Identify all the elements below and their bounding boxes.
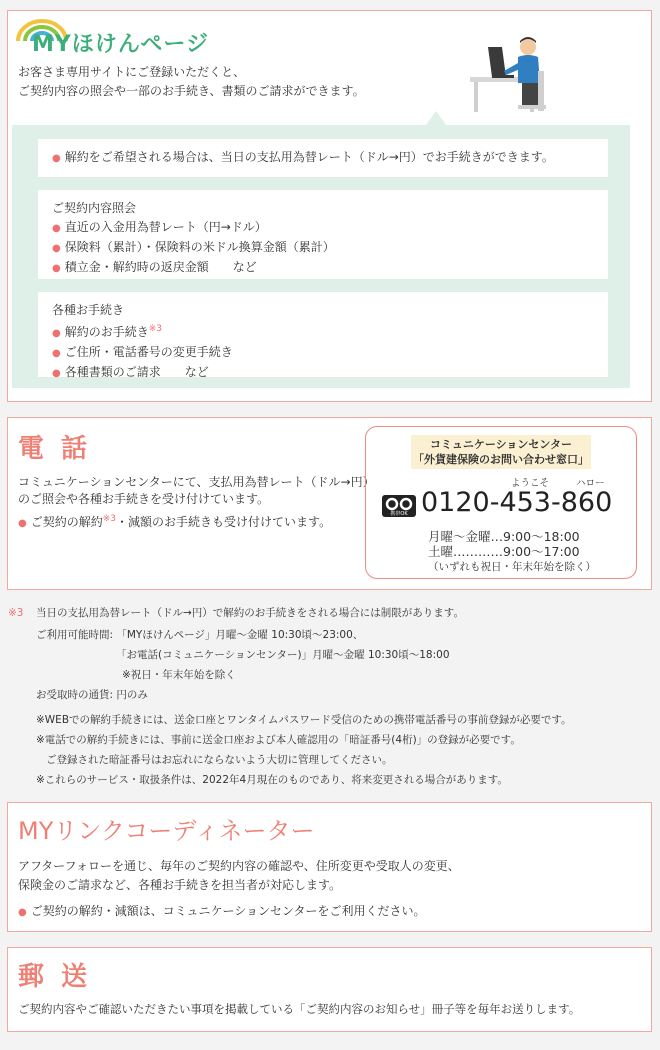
hours-3: （いずれも祝日・年末年始を除く） bbox=[428, 561, 596, 573]
card-contract-inquiry: ご契約内容照会 ● 直近の入金用為替レート（円→ドル） ● 保険料（累計）・保険料の米ドル換算金額（累計） ● 積立金・解約時の返戻金額 など bbox=[38, 190, 608, 279]
bullet-icon: ● bbox=[52, 328, 61, 339]
notes-mark: ※3 bbox=[8, 607, 24, 619]
phone-heading: 電 話 bbox=[18, 434, 92, 464]
center-label: コミュニケーションセンター 「外貨建保険のお問い合わせ窓口」 bbox=[411, 435, 591, 469]
note-line-3: 「お電話(コミュニケーションセンター)」月曜〜金曜 10:30頃〜18:00 bbox=[116, 649, 450, 661]
coordinator-desc-1: アフターフォローを通じ、毎年のご契約内容の確認や、住所変更や受取人の変更、 bbox=[18, 859, 460, 873]
phone-note: ● ご契約の解約$^{※3}$・減額のお手続きも受け付けています。 bbox=[18, 514, 332, 529]
bullet-icon: ● bbox=[52, 368, 61, 379]
number-ruby-1: ようこそ bbox=[511, 478, 550, 489]
contact-center-box bbox=[365, 426, 637, 579]
intro-line-1: お客さま専用サイトにご登録いただくと、 bbox=[18, 65, 246, 79]
note-line-1: 当日の支払用為替レート（ドル→円）で解約のお手続きをされる場合には制限があります。 bbox=[36, 607, 464, 619]
logo-text: MYほけんページ bbox=[32, 32, 209, 57]
features-panel bbox=[12, 125, 630, 388]
card-title: 各種お手続き bbox=[52, 303, 125, 317]
bullet-icon: ● bbox=[52, 243, 61, 254]
free-dial-label: 携帯OK bbox=[390, 511, 408, 517]
card-title: ご契約内容照会 bbox=[52, 201, 137, 215]
mail-desc: ご契約内容やご確認いただきたい事項を掲載している「ご契約内容のお知らせ」冊子等を毎年お送りします。 bbox=[18, 1002, 581, 1016]
note-line-5: お受取時の通貨: 円のみ bbox=[36, 689, 148, 701]
card-cancellation: ● 解約をご希望される場合は、当日の支払用為替レート（ドル→円）でお手続きができます。 bbox=[38, 139, 608, 177]
coordinator-desc-2: 保険金のご請求など、各種お手続きを担当者が対応します。 bbox=[18, 878, 342, 892]
coordinator-note: ● ご契約の解約・減額は、コミュニケーションセンターをご利用ください。 bbox=[18, 904, 426, 918]
phone-desc-2: のご照会や各種お手続きを受け付けています。 bbox=[18, 492, 270, 506]
note-line-7: ※電話での解約手続きには、事前に送金口座および本人確認用の「暗証番号(4桁)」の登録が必要です。 bbox=[36, 734, 521, 746]
bullet-icon: ● bbox=[52, 153, 61, 164]
mail-heading: 郵 送 bbox=[18, 962, 92, 992]
note-line-9: ※これらのサービス・取扱条件は、2022年4月現在のものであり、将来変更される場合があります。 bbox=[36, 774, 508, 786]
bullet-icon: ● bbox=[18, 907, 27, 918]
phone-section bbox=[7, 417, 652, 590]
bullet-icon: ● bbox=[52, 263, 61, 274]
intro-line-2: ご契約内容の照会や一部のお手続き、書類のご請求ができます。 bbox=[18, 84, 365, 98]
bullet-icon: ● bbox=[52, 348, 61, 359]
card-procedures: 各種お手続き ● 解約のお手続き$^{※3}$ ● ご住所・電話番号の変更手続き ● 各種書類のご請求 など bbox=[38, 292, 608, 377]
hours-2: 土曜…………9:00〜17:00 bbox=[428, 544, 580, 559]
note-line-8: ご登録された暗証番号はお忘れにならないよう大切に管理してください。 bbox=[46, 754, 393, 766]
mail-section bbox=[7, 947, 652, 1032]
phone-number[interactable]: 0120-453-860 bbox=[421, 487, 613, 518]
note-line-4: ※祝日・年末年始を除く bbox=[122, 669, 236, 681]
bullet-icon: ● bbox=[52, 223, 61, 234]
hours-1: 月曜〜金曜…9:00〜18:00 bbox=[428, 529, 580, 544]
phone-desc-1: コミュニケーションセンターにて、支払用為替レート（ドル→円） bbox=[18, 475, 375, 489]
coordinator-section bbox=[7, 802, 652, 932]
bullet-icon: ● bbox=[18, 518, 27, 529]
note-line-6: ※WEBでの解約手続きには、送金口座とワンタイムパスワード受信のための携帯電話番号の事前登録が必要です。 bbox=[36, 714, 572, 726]
note-line-2: ご利用可能時間: 「MYほけんページ」月曜〜金曜 10:30頃〜23:00、 bbox=[36, 629, 364, 641]
coordinator-heading: MYリンクコーディネーター bbox=[18, 817, 315, 845]
number-ruby-2: ハロー bbox=[576, 478, 605, 489]
person-at-computer-icon bbox=[466, 33, 566, 115]
